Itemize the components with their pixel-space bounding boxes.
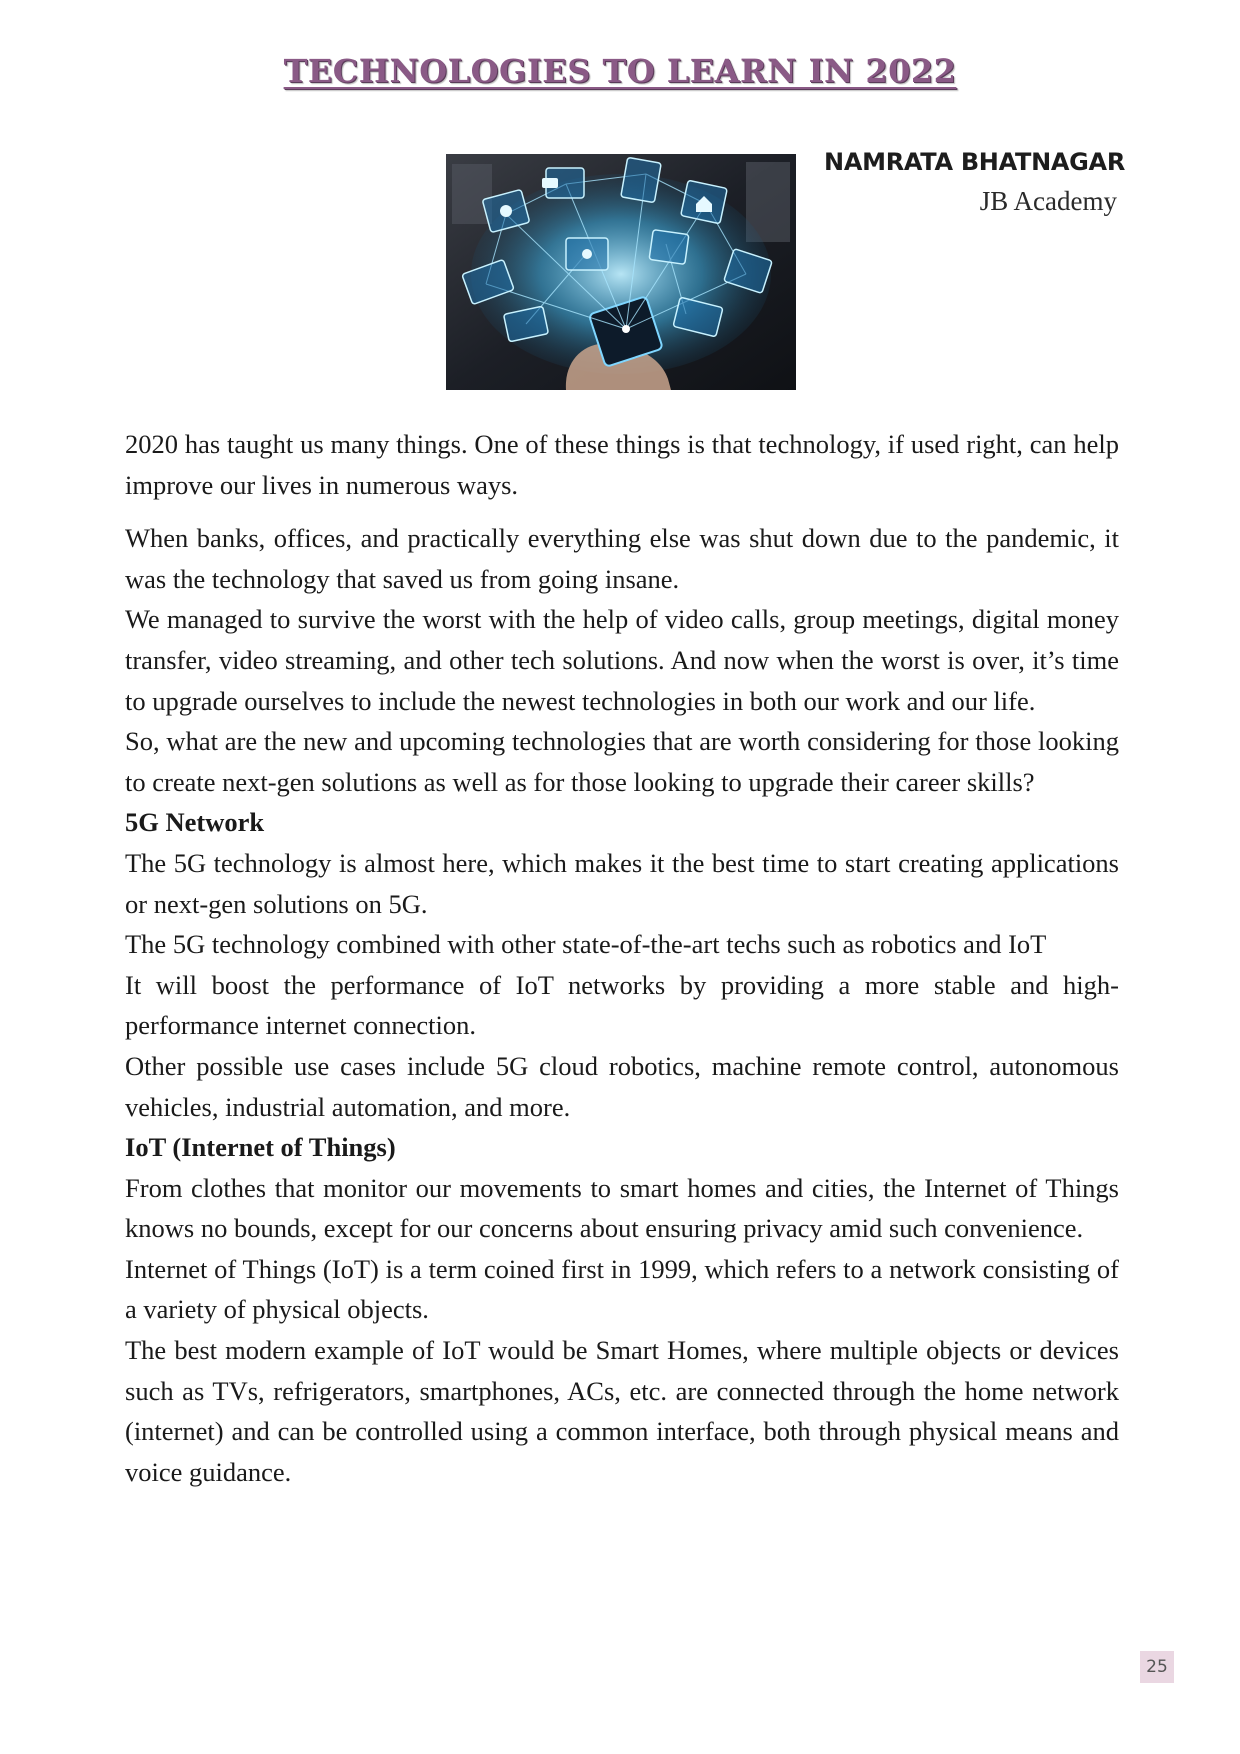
paragraph: From clothes that monitor our movements to smart homes and cities, the Internet of Things knows no bounds, except for our concerns about ensuring privacy amid such convenience.: [125, 1172, 1119, 1244]
article-body: [125, 424, 1119, 1492]
author-name: NAMRATA BHATNAGAR: [824, 148, 1125, 176]
paragraph: The 5G technology is almost here, which makes it the best time to start creating applications or next-gen solutions on 5G.: [125, 847, 1119, 919]
paragraph: 2020 has taught us many things. One of these things is that technology, if used right, can help improve our lives in numerous ways.: [125, 429, 1119, 500]
author-affiliation: JB Academy: [979, 186, 1117, 216]
page-title: TECHNOLOGIES TO LEARN IN 2022: [283, 52, 957, 90]
paragraph: The best modern example of IoT would be Smart Homes, where multiple objects or devices such as TVs, refrigerators, smartphones, ACs, etc. are connected through the home network (internet) and can be controlled using a common interface, both through physical means and voice guidance.: [125, 1335, 1119, 1487]
paragraph: The 5G technology combined with other state-of-the-art techs such as robotics and IoT: [125, 929, 1047, 960]
paragraph: Internet of Things (IoT) is a term coined first in 1999, which refers to a network consisting of a variety of physical objects.: [125, 1253, 1119, 1325]
paragraph: It will boost the performance of IoT networks by providing a more stable and high-performance internet connection.: [125, 969, 1119, 1041]
section-heading-5g: 5G Network: [125, 807, 265, 838]
paragraph: When banks, offices, and practically everything else was shut down due to the pandemic, it was the technology that saved us from going insane.: [125, 523, 1119, 594]
paragraph: Other possible use cases include 5G cloud robotics, machine remote control, autonomous vehicles, industrial automation, and more.: [125, 1050, 1119, 1122]
paragraph: We managed to survive the worst with the help of video calls, group meetings, digital money transfer, video streaming, and other tech solutions. And now when the worst is over, it’s time to upgrade ourselves to include the newest technologies in both our work and our life.: [125, 604, 1119, 716]
page-number-badge: 25: [1140, 1651, 1174, 1683]
section-heading-iot: IoT (Internet of Things): [125, 1132, 396, 1163]
paragraph: So, what are the new and upcoming technologies that are worth considering for those looking to create next-gen solutions as well as for those looking to upgrade their career skills?: [125, 726, 1119, 797]
tech-hand-image: [446, 154, 796, 390]
